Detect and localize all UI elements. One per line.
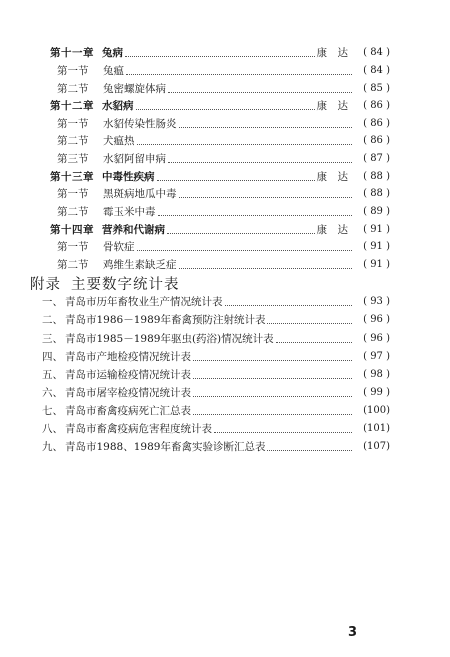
dot-leader (137, 143, 353, 145)
section-label: 第二节 (57, 206, 89, 218)
appendix-item-label: 七、 (42, 405, 63, 417)
toc-appendix-item (33, 311, 390, 328)
dot-leader (136, 108, 315, 110)
appendix-item-title: 青岛市产地检疫情况统计表 (65, 351, 191, 363)
chapter-label: 第十一章 (50, 47, 94, 59)
appendix-item-title: 青岛市畜禽疫病危害程度统计表 (65, 423, 212, 435)
dot-leader (157, 179, 315, 181)
toc-appendix-item (33, 420, 390, 437)
page-ref: (101) (363, 423, 390, 434)
page-ref: ( 91 ) (363, 224, 390, 235)
appendix-title: 主要数字统计表 (71, 277, 180, 293)
chapter-title: 中毒性疾病 (102, 171, 155, 183)
toc-section (50, 203, 390, 220)
section-label: 第一节 (57, 118, 89, 130)
appendix-item-title: 青岛市畜禽疫病死亡汇总表 (65, 405, 191, 417)
dot-leader (125, 55, 315, 57)
toc-section (50, 185, 390, 202)
chapter-title: 兔病 (102, 47, 123, 59)
toc-chapter-11 (50, 44, 390, 61)
page-ref: ( 96 ) (363, 333, 390, 344)
dot-leader (126, 73, 352, 75)
toc-section (50, 115, 390, 132)
page-ref: ( 97 ) (363, 351, 390, 362)
page-ref: ( 91 ) (363, 259, 390, 270)
page-ref: ( 93 ) (363, 296, 390, 307)
dot-leader (225, 304, 353, 306)
chapter-author: 康 达 (316, 171, 348, 183)
section-title: 水貂阿留申病 (103, 153, 166, 165)
toc-appendix-item (33, 366, 390, 383)
dot-leader (267, 449, 352, 451)
appendix-heading (30, 273, 180, 294)
toc-section (50, 150, 390, 167)
dot-leader (179, 267, 353, 269)
page-ref: ( 86 ) (363, 100, 390, 111)
toc-section (50, 62, 390, 79)
section-label: 第一节 (57, 188, 89, 200)
page-number: 3 (348, 625, 358, 640)
section-label: 第三节 (57, 153, 89, 165)
appendix-item-label: 八、 (42, 423, 63, 435)
toc-section (50, 80, 390, 97)
chapter-author: 康 达 (316, 224, 348, 236)
toc-section (50, 238, 390, 255)
section-label: 第二节 (57, 135, 89, 147)
appendix-label: 附录 (30, 277, 61, 293)
toc-appendix-item (33, 348, 390, 365)
appendix-item-title: 青岛市运输检疫情况统计表 (65, 369, 191, 381)
dot-leader (276, 341, 352, 343)
appendix-item-label: 五、 (42, 369, 63, 381)
appendix-item-title: 青岛市1985－1989年驱虫(药浴)情况统计表 (65, 333, 274, 345)
section-label: 第一节 (57, 241, 89, 253)
dot-leader (168, 91, 352, 93)
section-title: 黑斑病地瓜中毒 (103, 188, 177, 200)
appendix-item-label: 二、 (42, 314, 63, 326)
chapter-label: 第十二章 (50, 100, 94, 112)
dot-leader (193, 413, 352, 415)
appendix-item-label: 四、 (42, 351, 63, 363)
chapter-label: 第十三章 (50, 171, 94, 183)
section-title: 骨软症 (103, 241, 135, 253)
toc-appendix-item (33, 384, 390, 401)
dot-leader (267, 322, 352, 324)
page-ref: ( 85 ) (363, 83, 390, 94)
dot-leader (179, 196, 353, 198)
dot-leader (137, 249, 353, 251)
page-ref: ( 84 ) (363, 47, 390, 58)
toc-appendix-item (33, 438, 390, 455)
dot-leader (193, 359, 352, 361)
dot-leader (193, 395, 352, 397)
section-label: 第二节 (57, 83, 89, 95)
page-ref: ( 84 ) (363, 65, 390, 76)
chapter-author: 康 达 (316, 100, 348, 112)
dot-leader (167, 232, 315, 234)
toc-section (50, 256, 390, 273)
section-title: 鸡维生素缺乏症 (103, 259, 177, 271)
toc-chapter-13 (50, 168, 390, 185)
appendix-item-title: 青岛市1986－1989年畜禽预防注射统计表 (65, 314, 266, 326)
appendix-item-title: 青岛市历年畜牧业生产情况统计表 (65, 296, 223, 308)
appendix-item-label: 九、 (42, 441, 63, 453)
chapter-title: 水貂病 (102, 100, 134, 112)
page-ref: ( 99 ) (363, 387, 390, 398)
section-title: 兔瘟 (103, 65, 124, 77)
dot-leader (179, 126, 353, 128)
page-ref: ( 89 ) (363, 206, 390, 217)
toc-section (50, 132, 390, 149)
chapter-label: 第十四章 (50, 224, 94, 236)
appendix-item-title: 青岛市1988、1989年畜禽实验诊断汇总表 (65, 441, 266, 453)
page-ref: ( 91 ) (363, 241, 390, 252)
section-title: 霉玉米中毒 (103, 206, 156, 218)
dot-leader (193, 377, 352, 379)
page-ref: ( 87 ) (363, 153, 390, 164)
page-ref: ( 88 ) (363, 171, 390, 182)
toc-chapter-12 (50, 97, 390, 114)
page-ref: ( 86 ) (363, 118, 390, 129)
toc-appendix-item (33, 293, 390, 310)
dot-leader (158, 214, 353, 216)
appendix-item-label: 六、 (42, 387, 63, 399)
section-title: 兔密螺旋体病 (103, 83, 166, 95)
page-ref: ( 96 ) (363, 314, 390, 325)
page-ref: (107) (363, 441, 390, 452)
section-title: 水貂传染性肠炎 (103, 118, 177, 130)
section-label: 第一节 (57, 65, 89, 77)
dot-leader (214, 431, 352, 433)
toc-chapter-14 (50, 221, 390, 238)
section-label: 第二节 (57, 259, 89, 271)
dot-leader (168, 161, 352, 163)
chapter-author: 康 达 (316, 47, 348, 59)
section-title: 犬瘟热 (103, 135, 135, 147)
appendix-item-label: 三、 (42, 333, 63, 345)
appendix-item-label: 一、 (42, 296, 63, 308)
page-ref: ( 86 ) (363, 135, 390, 146)
page-ref: (100) (363, 405, 390, 416)
appendix-item-title: 青岛市屠宰检疫情况统计表 (65, 387, 191, 399)
page-ref: ( 98 ) (363, 369, 390, 380)
chapter-title: 营养和代谢病 (102, 224, 165, 236)
toc-appendix-item (33, 330, 390, 347)
page-ref: ( 88 ) (363, 188, 390, 199)
toc-appendix-item (33, 402, 390, 419)
